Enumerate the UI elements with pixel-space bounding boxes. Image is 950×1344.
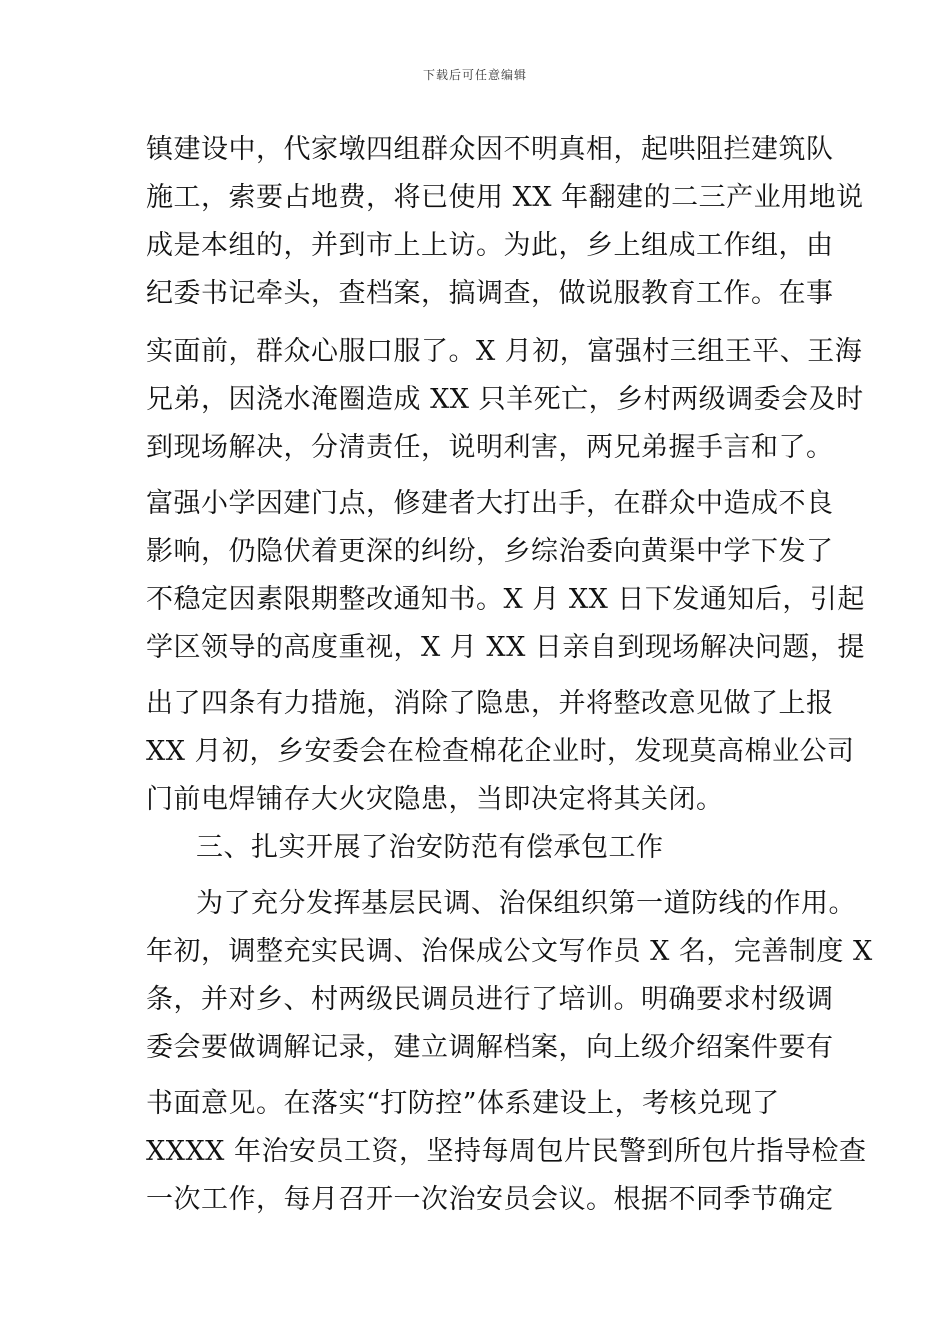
body-line: 年初，调整充实民调、治保成公文写作员 X 名，完善制度 X	[146, 936, 873, 967]
body-line: 书面意见。在落实“打防控”体系建设上，考核兑现了	[146, 1088, 780, 1119]
page-header: 下载后可任意编辑	[422, 68, 527, 82]
body-line: 到现场解决，分清责任，说明利害，两兄弟握手言和了。	[146, 432, 834, 463]
body-line: XX 月初，乡安委会在检查棉花企业时，发现莫高棉业公司	[146, 736, 855, 767]
body-line: 不稳定因素限期整改通知书。X 月 XX 日下发通知后，引起	[146, 584, 865, 615]
body-line: 成是本组的，并到市上上访。为此，乡上组成工作组，由	[146, 230, 834, 261]
body-line: 一次工作，每月召开一次治安员会议。根据不同季节确定	[146, 1184, 834, 1215]
body-line: 纪委书记牵头，查档案，搞调查，做说服教育工作。在事	[146, 278, 834, 309]
body-line: 出了四条有力措施，消除了隐患，并将整改意见做了上报	[146, 688, 834, 719]
body-line: 实面前，群众心服口服了。X 月初，富强村三组王平、王海	[146, 336, 863, 367]
body-line: 门前电焊铺存大火灾隐患，当即决定将其关闭。	[146, 784, 724, 815]
body-line: XXXX 年治安员工资，坚持每周包片民警到所包片指导检查	[146, 1136, 867, 1167]
body-line: 条，并对乡、村两级民调员进行了培训。明确要求村级调	[146, 984, 834, 1015]
section-heading: 三、扎实开展了治安防范有偿承包工作	[196, 832, 664, 863]
body-line: 为了充分发挥基层民调、治保组织第一道防线的作用。	[196, 888, 856, 919]
body-line: 委会要做调解记录，建立调解档案，向上级介绍案件要有	[146, 1032, 834, 1063]
body-line: 富强小学因建门点，修建者大打出手，在群众中造成不良	[146, 488, 834, 519]
body-line: 施工，索要占地费，将已使用 XX 年翻建的二三产业用地说	[146, 182, 864, 213]
body-line: 镇建设中，代家墩四组群众因不明真相，起哄阻拦建筑队	[146, 134, 834, 165]
body-line: 影响，仍隐伏着更深的纠纷，乡综治委向黄渠中学下发了	[146, 536, 834, 567]
body-line: 兄弟，因浇水淹圈造成 XX 只羊死亡，乡村两级调委会及时	[146, 384, 864, 415]
body-line: 学区领导的高度重视，X 月 XX 日亲自到现场解决问题，提	[146, 632, 865, 663]
